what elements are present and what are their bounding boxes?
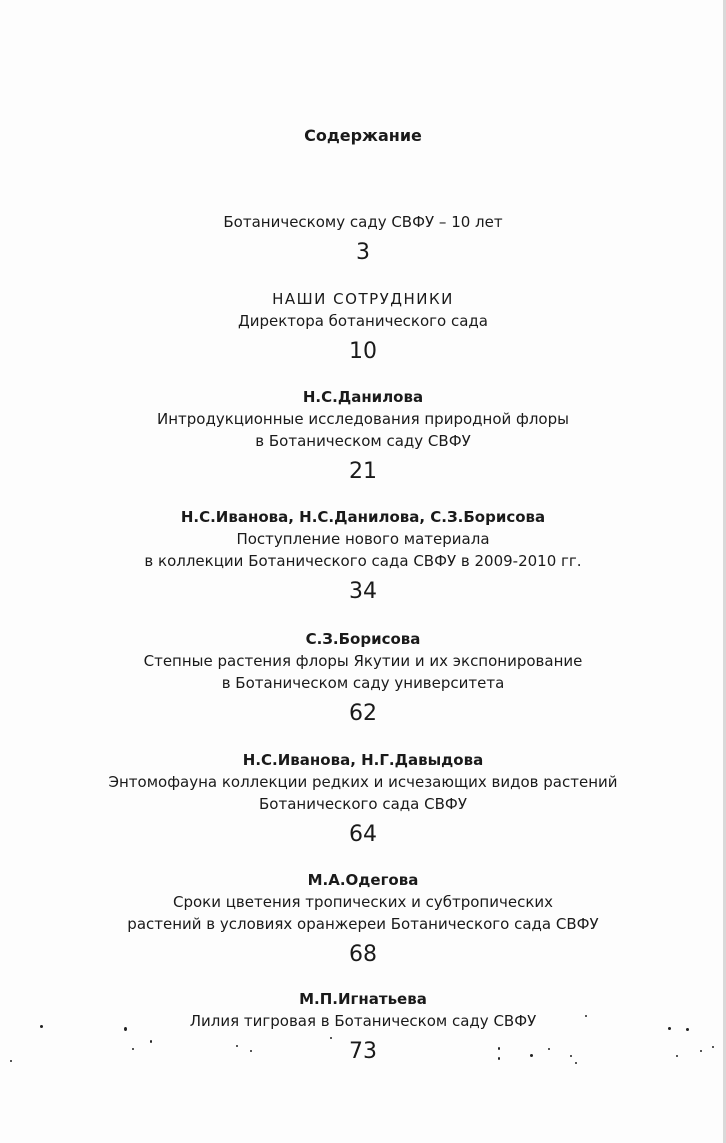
- entry-page-number: 3: [356, 240, 370, 265]
- scan-speck: [124, 1027, 127, 1031]
- scan-speck: [570, 1055, 572, 1057]
- entry-title-line: растений в условиях оранжереи Ботанического сада СВФУ: [127, 915, 599, 933]
- scan-speck: [700, 1050, 702, 1052]
- scan-speck: [498, 1047, 500, 1050]
- scan-speck: [132, 1048, 134, 1050]
- entry-author: М.П.Игнатьева: [299, 990, 427, 1008]
- toc-heading: Содержание: [304, 126, 422, 145]
- entry-title-line: Ботанического сада СВФУ: [259, 795, 467, 813]
- entry-title-line: Интродукционные исследования природной флоры: [157, 410, 569, 428]
- scan-speck: [250, 1050, 252, 1052]
- scan-speck: [676, 1055, 678, 1057]
- toc-entry: [0, 288, 726, 366]
- scan-speck: [575, 1062, 577, 1064]
- section-label: НАШИ СОТРУДНИКИ: [272, 290, 454, 308]
- entry-title-line: Ботаническому саду СВФУ – 10 лет: [223, 213, 503, 231]
- entry-page-number: 21: [349, 459, 377, 484]
- entry-title-line: в Ботаническом саду СВФУ: [255, 432, 471, 450]
- entry-page-number: 68: [349, 942, 377, 967]
- entry-page-number: 34: [349, 579, 377, 604]
- scan-speck: [712, 1046, 714, 1048]
- scan-speck: [150, 1040, 152, 1043]
- entry-title-line: Степные растения флоры Якутии и их экспонирование: [143, 652, 583, 670]
- scan-speck: [585, 1015, 587, 1017]
- toc-entry: [0, 988, 726, 1066]
- toc-entry: [0, 628, 726, 728]
- entry-title-line: в коллекции Ботанического сада СВФУ в 2009-2010 гг.: [144, 552, 582, 570]
- entry-author: Н.С.Данилова: [302, 388, 424, 406]
- scan-speck: [668, 1027, 671, 1030]
- toc-entry: [0, 386, 726, 486]
- entry-title-line: Поступление нового материала: [236, 530, 490, 548]
- entry-author: Н.С.Иванова, Н.Г.Давыдова: [242, 751, 484, 769]
- entry-page-number: 10: [349, 339, 377, 364]
- toc-entry: [0, 506, 726, 606]
- scan-speck: [548, 1048, 550, 1050]
- scan-speck: [686, 1028, 689, 1031]
- entry-title-line: в Ботаническом саду университета: [221, 674, 505, 692]
- scan-speck: [40, 1025, 43, 1028]
- entry-title-line: Сроки цветения тропических и субтропических: [172, 893, 554, 911]
- entry-author: Н.С.Иванова, Н.С.Данилова, С.З.Борисова: [180, 508, 546, 526]
- entry-title-line: Директора ботанического сада: [238, 312, 488, 330]
- entry-page-number: 73: [349, 1039, 377, 1064]
- entry-author: С.З.Борисова: [305, 630, 421, 648]
- scan-speck: [498, 1057, 500, 1060]
- entry-page-number: 64: [349, 822, 377, 847]
- scan-speck: [236, 1045, 238, 1047]
- scan-speck: [330, 1037, 332, 1039]
- toc-entry: [0, 749, 726, 849]
- entry-page-number: 62: [349, 701, 377, 726]
- entry-author: М.А.Одегова: [307, 871, 419, 889]
- toc-entry: [0, 869, 726, 969]
- entry-title-line: Энтомофауна коллекции редких и исчезающих видов растений: [108, 773, 618, 791]
- scan-speck: [10, 1060, 12, 1062]
- toc-entry: [0, 211, 726, 267]
- scan-speck: [530, 1054, 533, 1057]
- entry-title-line: Лилия тигровая в Ботаническом саду СВФУ: [189, 1012, 537, 1030]
